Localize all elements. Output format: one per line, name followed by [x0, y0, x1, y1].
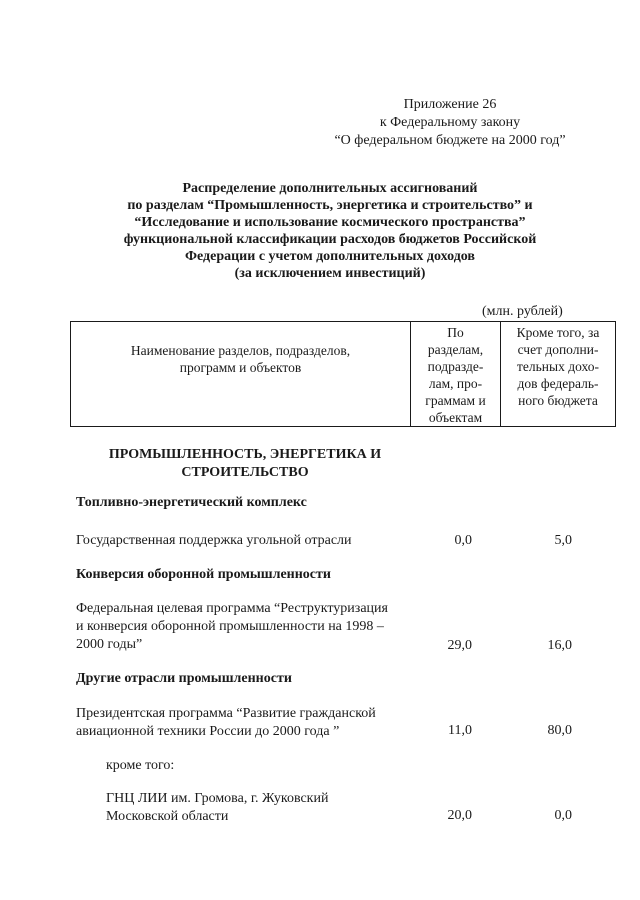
units-label: (млн. рублей): [482, 304, 563, 319]
appendix-reference: [300, 96, 600, 150]
row-aviation-program-value-sections: 11,0: [448, 723, 472, 738]
appendix-law-title: “О федеральном бюджете на 2000 год”: [334, 133, 566, 148]
row-coal-support-text: Государственная поддержка угольной отрасли: [76, 533, 352, 548]
row-restructuring-program-value-sections: 29,0: [447, 638, 472, 653]
title-line-2: по разделам “Промышленность, энергетика и строительство” и: [127, 198, 533, 213]
row-gromov-institute-value-sections: 20,0: [447, 808, 472, 823]
header-extra-column: Кроме того, за счет дополни- тельных дохо- дов федераль- ного бюджета: [516, 325, 600, 408]
header-name-column: Наименование разделов, подразделов, программ и объектов: [71, 322, 411, 426]
title-line-1: Распределение дополнительных ассигнований: [182, 181, 478, 196]
title-line-4: функциональной классификации расходов бюджетов Российской: [123, 232, 537, 247]
row-coal-support-value-sections: 0,0: [454, 533, 472, 548]
row-restructuring-program-text: Федеральная целевая программа “Реструктуризация и конверсия оборонной промышленности на 1998 – 2000 годы”: [76, 601, 388, 652]
header-sections-column: По разделам, подразде- лам, про- граммам и объектам: [411, 322, 501, 426]
row-additionally-text: кроме того:: [106, 758, 175, 773]
title-line-6: (за исключением инвестиций): [234, 266, 426, 281]
subsection-other-industries: Другие отрасли промышленности: [76, 671, 292, 686]
title-line-3: “Исследование и использование космического пространства”: [134, 215, 526, 230]
row-aviation-program-text: Президентская программа “Развитие гражданской авиационной техники России до 2000 года ”: [76, 706, 376, 739]
appendix-law: к Федеральному закону: [379, 115, 521, 130]
subsection-conversion: Конверсия оборонной промышленности: [76, 567, 331, 582]
row-aviation-program-value-extra: 80,0: [547, 723, 572, 738]
row-coal-support-value-extra: 5,0: [554, 533, 572, 548]
row-gromov-institute-value-extra: 0,0: [554, 808, 572, 823]
document-title: [60, 180, 600, 282]
row-gromov-institute-text: ГНЦ ЛИИ им. Громова, г. Жуковский Московской области: [106, 791, 329, 824]
subsection-fuel-energy: Топливно-энергетический комплекс: [76, 495, 307, 510]
section-heading: ПРОМЫШЛЕННОСТЬ, ЭНЕРГЕТИКА И СТРОИТЕЛЬСТВО: [108, 447, 382, 480]
appendix-number: Приложение 26: [403, 97, 497, 112]
table-header: [70, 321, 616, 427]
title-line-5: Федерации с учетом дополнительных доходов: [184, 249, 475, 264]
row-restructuring-program-value-extra: 16,0: [547, 638, 572, 653]
